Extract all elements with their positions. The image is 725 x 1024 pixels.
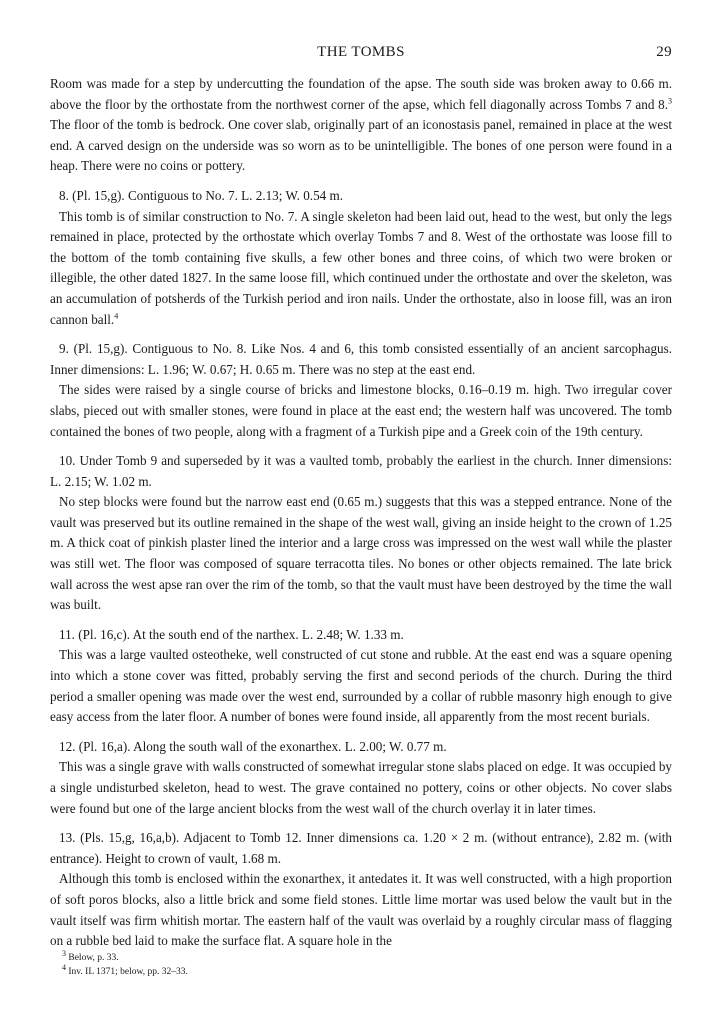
footnote-number: 3 — [62, 948, 66, 958]
entry-heading: 10. Under Tomb 9 and superseded by it was a vaulted tomb, probably the earliest in the church. Inner dimensions: L. 2.15; W. 1.02 m. — [50, 453, 672, 489]
page-title: THE TOMBS — [317, 44, 405, 60]
entry-heading: 9. (Pl. 15,g). Contiguous to No. 8. Like Nos. 4 and 6, this tomb consisted essentially of an ancient sarcophagus. Inner dimensions: L. 1.96; W. 0.67; H. 0.65 m. There was no step at the east end. — [50, 341, 672, 377]
footnote-3 — [62, 948, 462, 965]
footnote-number: 4 — [62, 962, 66, 972]
entry-heading: 13. (Pls. 15,g, 16,a,b). Adjacent to Tomb 12. Inner dimensions ca. 1.20 × 2 m. (without entrance), 2.82 m. (with entrance). Height to crown of vault, 1.68 m. — [50, 830, 672, 866]
footnotes — [62, 948, 462, 979]
running-header — [50, 44, 672, 70]
tomb-entry-11 — [50, 625, 672, 728]
entry-heading: 12. (Pl. 16,a). Along the south wall of the exonarthex. L. 2.00; W. 0.77 m. — [59, 738, 447, 754]
entry-body: This was a single grave with walls constructed of somewhat irregular stone slabs placed on edge. It was occupied by a single undisturbed skeleton, head to west. The grave contained no pottery, coins or other objects. No cover slabs were found but one of the large ancient blocks from the west wall of the church overlay it in later times. — [50, 759, 672, 816]
footnote-text: Inv. IL 1371; below, pp. 32–33. — [66, 967, 188, 977]
tomb-entry-9 — [50, 339, 672, 442]
intro-text: Room was made for a step by undercutting the foundation of the apse. The south side was broken away to 0.66 m. above the floor by the orthostate from the northwest corner of the apse, which fell diagonally across Tombs 7 and 8. — [50, 76, 672, 112]
entry-body-text: This tomb is of similar construction to No. 7. A single skeleton had been laid out, head to the west, but only the legs remained in place, protected by the orthostate which overlay Tombs 7 and 8. West of the orthostate was loose fill to the bottom of the tomb containing five skulls, a few other bones and three coins, of which two were broken or illegible, the other dated 1827. In the same loose fill, which continued under the orthostate and over the skeleton, was an accumulation of potsherds of the Turkish period and iron nails. Under the orthostate, also in loose fill, was an iron cannon ball. — [50, 208, 672, 327]
entry-body: Although this tomb is enclosed within the exonarthex, it antedates it. It was well constructed, with a high proportion of soft poros blocks, also a little brick and some field stones. Little lime mortar was used below the vault but in the vault itself was firm whitish mortar. The eastern half of the vault was overlaid by a roughly circular mass of flagging on a rubble bed laid to make the surface flat. A square hole in the — [50, 871, 672, 949]
page-number: 29 — [656, 44, 672, 60]
footnote-ref-3: 3 — [668, 96, 672, 106]
intro-text-continued: The floor of the tomb is bedrock. One cover slab, originally part of an iconostasis panel, remained in place at the west end. A carved design on the underside was so worn as to be unintelligible. The bones of one person were found in a heap. There were no coins or pottery. — [50, 117, 672, 174]
tomb-entry-10 — [50, 451, 672, 616]
entry-body — [50, 207, 672, 331]
tomb-entry-8 — [50, 186, 672, 330]
tomb-entry-13 — [50, 828, 672, 952]
footnote-ref-4: 4 — [114, 311, 119, 321]
footnote-text: Below, p. 33. — [66, 953, 119, 963]
entry-body: No step blocks were found but the narrow east end (0.65 m.) suggests that this was a stepped entrance. None of the vault was preserved but its outline remained in the shape of the west wall, giving an inside height to the crown of 1.25 m. A thick coat of pinkish plaster lined the interior and a large cross was impressed on the west wall while the plaster was still wet. The floor was composed of square terracotta tiles. No bones or other objects remained. The late brick wall across the west apse ran over the rim of the tomb, so that the vault must have been destroyed by the time the wall was built. — [50, 494, 672, 613]
entry-heading: 11. (Pl. 16,c). At the south end of the narthex. L. 2.48; W. 1.33 m. — [59, 626, 404, 642]
body-text — [50, 74, 672, 952]
entry-body: The sides were raised by a single course of bricks and limestone blocks, 0.16–0.19 m. high. Two irregular cover slabs, pieced out with smaller stones, were found in place at the east end; the western half was uncovered. The tomb contained the bones of two people, along with a fragment of a Turkish pipe and a Greek coin of the 19th century. — [50, 382, 672, 439]
footnote-4 — [62, 962, 462, 979]
tomb-entry-12 — [50, 737, 672, 819]
entry-body: This was a large vaulted osteotheke, well constructed of cut stone and rubble. At the east end was a square opening into which a stone cover was fitted, probably serving the first and second periods of the church. During the third period a smaller opening was made over the west end, surrounded by a collar of rubble masonry high enough to give easy access from the later floor. A number of bones were found inside, all apparently from the most recent burials. — [50, 647, 672, 725]
intro-paragraph — [50, 74, 672, 177]
entry-heading: 8. (Pl. 15,g). Contiguous to No. 7. L. 2.13; W. 0.54 m. — [59, 187, 343, 203]
